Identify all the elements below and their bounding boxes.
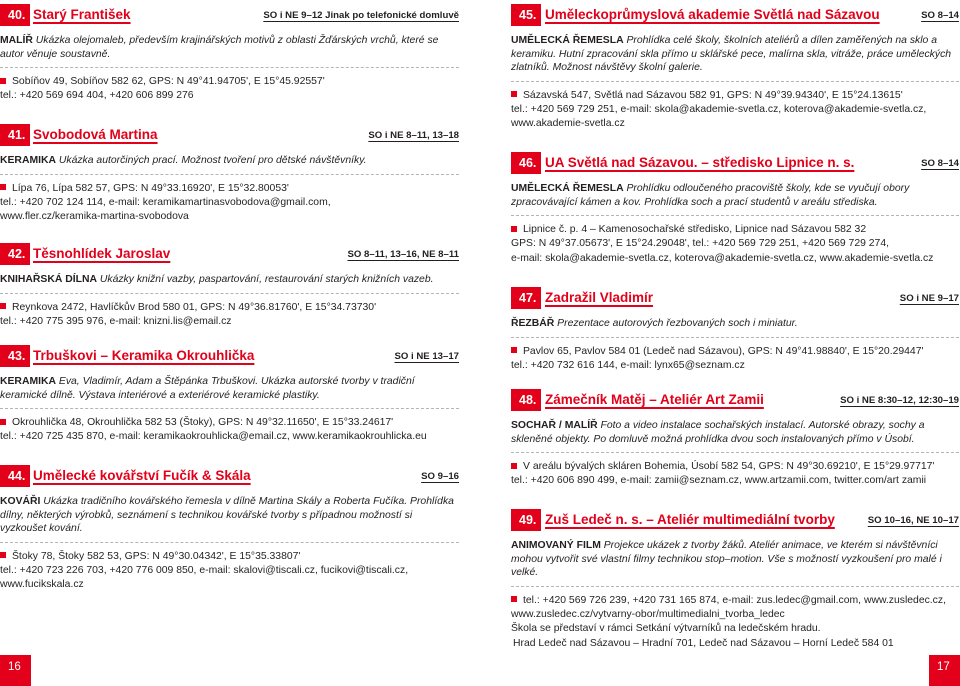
entry-42 — [0, 243, 459, 329]
opening-hours: SO 8–14 — [921, 10, 959, 21]
dashed-divider — [511, 586, 959, 587]
entry-description — [0, 34, 459, 61]
entry-title: Umělecké kovářství Fučík & Skála — [33, 468, 251, 483]
entry-number: 44. — [0, 465, 30, 487]
opening-hours: SO i NE 8:30–12, 12:30–19 — [840, 395, 959, 406]
entry-description — [511, 539, 959, 580]
entry-category: MALÍŘ — [0, 35, 33, 46]
entry-number: 45. — [511, 4, 541, 26]
entry-header — [511, 389, 959, 411]
address-line: V areálu bývalých skláren Bohemia, Úsobí 582 54, GPS: N 49°30.69210', E 15°29.97717' — [511, 460, 959, 474]
contact-line: tel.: +420 775 395 976, e-mail: knizni.lis@email.cz — [0, 315, 232, 327]
entry-header — [511, 287, 959, 309]
entry-category: KOVÁŘI — [0, 496, 41, 507]
entry-category: KNIHAŘSKÁ DÍLNA — [0, 274, 97, 285]
entry-header — [511, 152, 959, 174]
opening-hours: SO 8–11, 13–16, NE 8–11 — [347, 249, 459, 260]
entry-47 — [511, 287, 959, 373]
entry-description-text: Eva, Vladimír, Adam a Štěpánka Trbuškovi. Ukázka autorské tvorby v tradiční keramické dílně. Výstava interiérové a exteriérové keramické plastiky. — [0, 376, 415, 401]
bullet-square-icon — [0, 552, 6, 558]
opening-hours: SO i NE 9–17 — [899, 293, 959, 304]
entry-contact — [0, 416, 459, 445]
opening-hours: SO 8–14 — [921, 158, 959, 169]
address-line: Reynkova 2472, Havlíčkův Brod 580 01, GPS: N 49°36.81760', E 15°34.73730' — [0, 301, 459, 315]
contact-line: tel.: +420 569 694 404, +420 606 899 276 — [0, 90, 194, 102]
dashed-divider — [0, 293, 459, 294]
entry-header — [0, 4, 459, 26]
entry-header — [0, 465, 459, 487]
entry-description — [0, 154, 459, 168]
bullet-square-icon — [511, 226, 517, 232]
contact-line: tel.: +420 725 435 870, e-mail: keramikaokrouhlicka@email.cz, www.keramikaokrouhlicka.eu — [0, 431, 427, 443]
address-line: Sázavská 547, Světlá nad Sázavou 582 91, GPS: N 49°39.94340', E 15°24.13615' — [511, 89, 959, 103]
entry-title: Zadražil Vladimír — [545, 290, 654, 305]
contact-line: tel.: +420 702 124 114, e-mail: keramikamartinasvobodova@gmail.com, — [0, 196, 331, 208]
entry-41 — [0, 124, 459, 225]
website-line: www.fler.cz/keramika-martina-svobodova — [0, 211, 189, 223]
address-line: Štoky 78, Štoky 582 53, GPS: N 49°30.04342', E 15°35.33807' — [0, 550, 459, 564]
entry-description-text: Ukázky knižní vazby, paspartování, restaurování starých knižních vazeb. — [96, 274, 434, 285]
website-line: www.fucikskala.cz — [0, 579, 84, 591]
website-line: www.akademie-svetla.cz — [511, 118, 625, 130]
entry-title: UA Světlá nad Sázavou. – středisko Lipnice n. s. — [545, 155, 855, 170]
entry-description — [511, 419, 959, 446]
opening-hours: SO 10–16, NE 10–17 — [867, 515, 959, 526]
entry-header — [0, 243, 459, 265]
entry-category: ANIMOVANÝ FILM — [511, 540, 601, 551]
entry-header — [0, 345, 459, 367]
contact-line: tel.: +420 569 729 251, e-mail: skola@akademie-svetla.cz, koterova@akademie-svetla.cz, — [511, 103, 927, 115]
entry-number: 49. — [511, 509, 541, 531]
entry-49 — [511, 509, 959, 651]
bullet-square-icon — [0, 419, 6, 425]
website-line: e-mail: skola@akademie-svetla.cz, koterova@akademie-svetla.cz, www.akademie-svetla.cz — [511, 252, 934, 264]
entry-number: 47. — [511, 287, 541, 309]
entry-category: KERAMIKA — [0, 376, 56, 387]
entry-header — [511, 4, 959, 26]
dashed-divider — [0, 408, 459, 409]
contact-line: GPS: N 49°37.05673', E 15°24.29048', tel.: +420 569 729 251, +420 569 729 274, — [511, 238, 889, 250]
entry-description — [511, 34, 959, 75]
entry-description — [0, 375, 459, 402]
entry-contact — [511, 223, 959, 266]
contact-line: tel.: +420 732 616 144, e-mail: lynx65@seznam.cz — [511, 359, 745, 371]
entry-description — [0, 273, 459, 287]
address-line: Okrouhlička 48, Okrouhlička 582 53 (Štoky), GPS: N 49°32.11650', E 15°33.24617' — [0, 416, 459, 430]
entry-description-text: Prezentace autorových řezbovaných soch i miniatur. — [554, 318, 798, 329]
address-line: Lipnice č. p. 4 – Kamenosochařské středisko, Lipnice nad Sázavou 582 32 — [511, 223, 959, 237]
address-line: Lípa 76, Lípa 582 57, GPS: N 49°33.16920', E 15°32.80053' — [0, 182, 459, 196]
opening-hours: SO i NE 13–17 — [394, 351, 459, 362]
dashed-divider — [511, 215, 959, 216]
entry-category: UMĚLECKÁ ŘEMESLA — [511, 183, 624, 194]
entry-number: 43. — [0, 345, 30, 367]
entry-contact — [511, 594, 959, 652]
entry-description — [511, 182, 959, 209]
entry-45 — [511, 4, 959, 132]
entry-header — [0, 124, 459, 146]
address-line: Hrad Ledeč nad Sázavou – Hradní 701, Ledeč nad Sázavou – Horní Ledeč 584 01 — [513, 637, 894, 649]
page-number-right: 17 — [929, 655, 960, 686]
entry-description-text: Prohlídka celé školy, školních ateliérů a dílen zaměřených na sklo a keramiku. Hutní zpracování skla přímo u sklářské pece, malírna skla, vitráže, práce uměleckých zlatníků. Možnost návštěvy školní galerie. — [511, 35, 952, 73]
entry-description — [0, 495, 459, 536]
entry-title: Těsnohlídek Jaroslav — [33, 246, 171, 261]
dashed-divider — [0, 542, 459, 543]
dashed-divider — [0, 174, 459, 175]
bullet-square-icon — [0, 303, 6, 309]
opening-hours: SO i NE 8–11, 13–18 — [368, 130, 459, 141]
bullet-square-icon — [511, 596, 517, 602]
entry-title: Starý František — [33, 7, 131, 22]
entry-contact — [511, 345, 959, 374]
entry-number: 42. — [0, 243, 30, 265]
page-number-left: 16 — [0, 655, 31, 686]
entry-number: 48. — [511, 389, 541, 411]
entry-description-text: Ukázka olejomaleb, především krajinářských motivů z oblasti Žďárských vrchů, které se autor věnuje soustavně. — [0, 35, 439, 60]
entry-title: Uměleckoprůmyslová akademie Světlá nad Sázavou — [545, 7, 880, 22]
entry-contact — [0, 550, 459, 593]
entry-contact — [0, 75, 459, 104]
entry-header — [511, 509, 959, 531]
bullet-square-icon — [0, 184, 6, 190]
entry-category: SOCHAŘ / MALÍŘ — [511, 420, 598, 431]
entry-number: 40. — [0, 4, 30, 26]
entry-contact — [511, 460, 959, 489]
entry-description-text: Projekce ukázek z tvorby žáků. Ateliér animace, ve kterém si návštěvníci mohou vytvořit své vlastní filmy technikou stop–motion. Vše s možností vyzkoušení pro malé i velké. — [511, 540, 942, 578]
entry-contact — [511, 89, 959, 132]
address-line: Pavlov 65, Pavlov 584 01 (Ledeč nad Sázavou), GPS: N 49°41.98840', E 15°20.29447' — [511, 345, 959, 359]
entry-description-text: Ukázka tradičního kovářského řemesla v dílně Martina Skály a Roberta Fučíka. Prohlídka dílny, některých výrobků, seznámení s technikou kovářské tvorby s případnou možností si vyzkoušet kování. — [0, 496, 454, 534]
entry-title: Svobodová Martina — [33, 127, 158, 142]
entry-title: Zámečník Matěj – Ateliér Art Zamii — [545, 392, 764, 407]
website-line: www.zusledec.cz/vytvarny-obor/multimedialni_tvorba_ledec — [511, 608, 785, 620]
entry-description-text: Prohlídku odloučeného pracoviště školy, kde se vyučují obory zpracovávající kámen a kov. Prohlídka soch a prací studentů v areálu střediska. — [511, 183, 910, 208]
entry-description-text: Foto a video instalace sochařských instalací. Autorské obrazy, sochy a skleněné objekty. Po domluvě možná prohlídka dvou soch instalovaných přímo v Úsobí. — [511, 420, 925, 445]
bullet-square-icon — [511, 347, 517, 353]
entry-48 — [511, 389, 959, 489]
entry-title: Trbuškovi – Keramika Okrouhlička — [33, 348, 255, 363]
dashed-divider — [0, 67, 459, 68]
dashed-divider — [511, 337, 959, 338]
contact-line: tel.: +420 606 890 499, e-mail: zamii@seznam.cz, www.artzamii.com, twitter.com/art zamii — [511, 475, 927, 487]
dashed-divider — [511, 81, 959, 82]
entry-44 — [0, 465, 459, 593]
entry-category: ŘEZBÁŘ — [511, 318, 555, 329]
bullet-square-icon — [511, 463, 517, 469]
entry-46 — [511, 152, 959, 266]
opening-hours: SO i NE 9–12 Jinak po telefonické domluvě — [263, 10, 459, 21]
entry-category: KERAMIKA — [0, 155, 56, 166]
entry-number: 46. — [511, 152, 541, 174]
bullet-square-icon — [0, 78, 6, 84]
bullet-square-icon — [511, 91, 517, 97]
opening-hours: SO 9–16 — [421, 471, 459, 482]
entry-category: UMĚLECKÁ ŘEMESLA — [511, 35, 624, 46]
entry-number: 41. — [0, 124, 30, 146]
contact-line: tel.: +420 723 226 703, +420 776 009 850, e-mail: skalovi@tiscali.cz, fucikovi@tiscali.cz, — [0, 564, 409, 576]
contact-line: tel.: +420 569 726 239, +420 731 165 874, e-mail: zus.ledec@gmail.com, www.zusledec.cz, — [511, 594, 959, 608]
entry-43 — [0, 345, 459, 445]
entry-description — [511, 317, 959, 331]
entry-description-text: Ukázka autorčiných prací. Možnost tvoření pro dětské návštěvníky. — [56, 155, 367, 166]
dashed-divider — [511, 452, 959, 453]
entry-contact — [0, 301, 459, 330]
entry-title: Zuš Ledeč n. s. – Ateliér multimediální tvorby — [545, 512, 835, 527]
note-line: Škola se představí v rámci Setkání výtvarníků na ledečském hradu. — [511, 623, 821, 635]
entry-40 — [0, 4, 459, 104]
address-line: Sobíňov 49, Sobíňov 582 62, GPS: N 49°41.94705', E 15°45.92557' — [0, 75, 459, 89]
entry-contact — [0, 182, 459, 225]
